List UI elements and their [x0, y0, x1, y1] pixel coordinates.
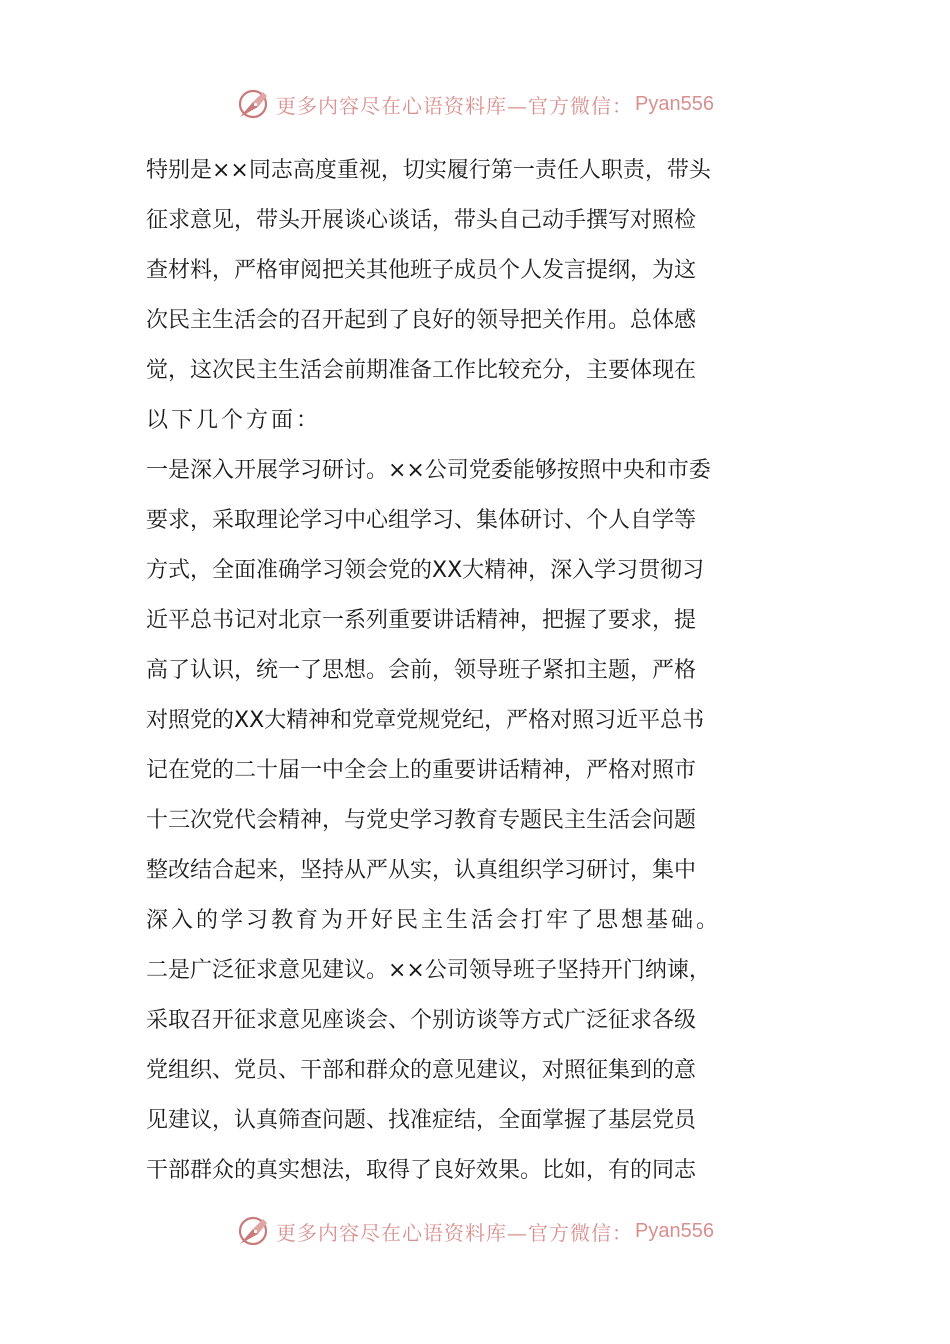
text-line: 记在党的二十届一中全会上的重要讲话精神，严格对照市: [146, 758, 697, 783]
text-line: 见建议，认真筛查问题、找准症结，全面掌握了基层党员: [146, 1108, 697, 1133]
text-line: 要求，采取理论学习中心组学习、集体研讨、个人自学等: [146, 508, 697, 533]
text-line: 对照党的XX大精神和党章党规党纪，严格对照习近平总书: [146, 708, 705, 733]
pen-nib-logo-icon: [236, 87, 270, 121]
header-watermark: [0, 84, 950, 124]
text-line: 征求意见，带头开展谈心谈话，带头自己动手撰写对照检: [146, 208, 697, 233]
text-line: 查材料，严格审阅把关其他班子成员个人发言提纲，为这: [146, 258, 697, 283]
text-line: 干部群众的真实想法，取得了良好效果。比如，有的同志: [146, 1158, 697, 1183]
text-line: 特别是××同志高度重视，切实履行第一责任人职责，带头: [146, 158, 711, 183]
text-line: 觉，这次民主生活会前期准备工作比较充分，主要体现在: [146, 358, 697, 383]
pen-nib-logo-icon: [236, 1214, 270, 1248]
document-body: [146, 146, 808, 1196]
watermark-text: 更多内容尽在心语资料库—官方微信：: [276, 1220, 634, 1245]
text-line: 十三次党代会精神，与党史学习教育专题民主生活会问题: [146, 808, 697, 833]
text-line: 以下几个方面：: [146, 408, 322, 433]
text-line: 深入的学习教育为开好民主生活会打牢了思想基础。: [146, 908, 722, 933]
watermark-brand: Pyan556: [635, 1219, 714, 1242]
text-line: 采取召开征求意见座谈会、个别访谈等方式广泛征求各级: [146, 1008, 697, 1033]
text-line: 整改结合起来，坚持从严从实，认真组织学习研讨，集中: [146, 858, 697, 883]
text-line: 高了认识，统一了思想。会前，领导班子紧扣主题，严格: [146, 658, 697, 683]
text-line: 二是广泛征求意见建议。××公司领导班子坚持开门纳谏，: [146, 958, 711, 983]
watermark-text: 更多内容尽在心语资料库—官方微信：: [276, 93, 634, 118]
text-line: 次民主生活会的召开起到了良好的领导把关作用。总体感: [146, 308, 697, 333]
text-line: 近平总书记对北京一系列重要讲话精神，把握了要求，提: [146, 608, 697, 633]
watermark-brand: Pyan556: [635, 92, 714, 115]
text-line: 一是深入开展学习研讨。××公司党委能够按照中央和市委: [146, 458, 711, 483]
text-line: 党组织、党员、干部和群众的意见建议，对照征集到的意: [146, 1058, 697, 1083]
text-line: 方式，全面准确学习领会党的XX大精神，深入学习贯彻习: [146, 558, 705, 583]
footer-watermark: [0, 1211, 950, 1251]
